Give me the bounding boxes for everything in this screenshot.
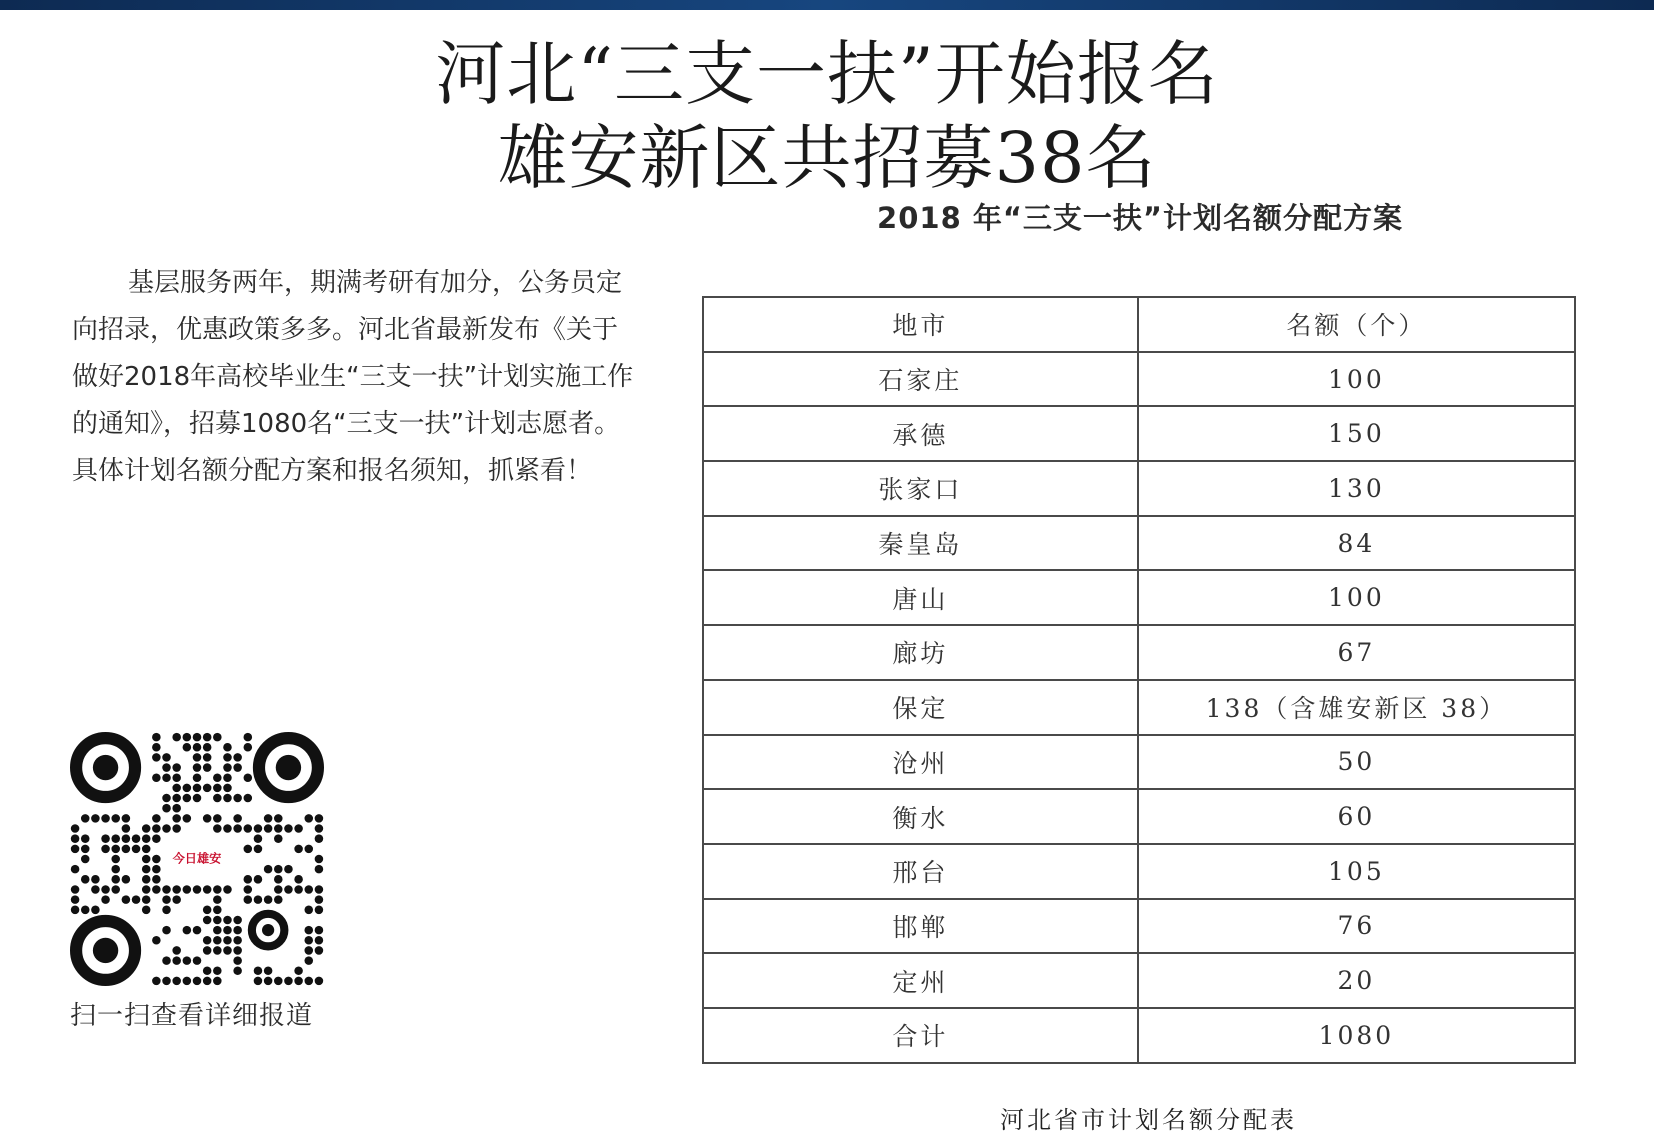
qr-alignment <box>252 914 285 947</box>
quota-cell: 20 <box>1138 953 1575 1008</box>
qr-module <box>71 824 80 833</box>
qr-module <box>152 814 161 823</box>
qr-module <box>203 753 212 762</box>
qr-module <box>162 804 171 813</box>
qr-module <box>193 956 202 965</box>
qr-module <box>122 845 131 854</box>
qr-module <box>152 977 161 986</box>
qr-module <box>111 885 120 894</box>
headline-line-1: 河北“三支一扶”开始报名 <box>435 33 1219 115</box>
qr-module <box>274 875 283 884</box>
qr-module <box>274 824 283 833</box>
qr-module <box>152 875 161 884</box>
qr-module <box>152 865 161 874</box>
table-row <box>703 953 1575 1008</box>
qr-module <box>162 753 171 762</box>
qr-module <box>304 956 313 965</box>
qr-module <box>122 875 131 884</box>
qr-finder-top-left <box>76 738 135 797</box>
table-row <box>703 406 1575 461</box>
qr-finder-bottom-left <box>76 921 135 980</box>
qr-module <box>162 956 171 965</box>
qr-module <box>152 885 161 894</box>
qr-module <box>254 966 263 975</box>
qr-module <box>284 824 293 833</box>
table-row <box>703 844 1575 899</box>
qr-module <box>142 845 151 854</box>
qr-module <box>183 885 192 894</box>
qr-module <box>142 906 151 915</box>
qr-module <box>304 845 313 854</box>
table-row <box>703 461 1575 516</box>
qr-module <box>91 906 100 915</box>
qr-module <box>183 956 192 965</box>
qr-module <box>315 834 324 843</box>
qr-module <box>223 763 232 772</box>
qr-module <box>223 926 232 935</box>
qr-module <box>152 733 161 742</box>
qr-module <box>315 865 324 874</box>
qr-module <box>233 753 242 762</box>
qr-module <box>183 784 192 793</box>
qr-module <box>91 875 100 884</box>
qr-module <box>152 753 161 762</box>
top-banner-band <box>0 0 1654 10</box>
qr-module <box>172 763 181 772</box>
qr-module <box>274 834 283 843</box>
qr-code[interactable] <box>70 732 324 986</box>
qr-module <box>101 895 110 904</box>
qr-module <box>203 936 212 945</box>
qr-module <box>315 895 324 904</box>
qr-module <box>274 895 283 904</box>
qr-module <box>315 814 324 823</box>
qr-module <box>223 743 232 752</box>
qr-module <box>304 926 313 935</box>
qr-module <box>172 814 181 823</box>
qr-module <box>213 824 222 833</box>
qr-module <box>315 906 324 915</box>
qr-module <box>203 763 212 772</box>
qr-module <box>111 875 120 884</box>
table-row <box>703 680 1575 735</box>
qr-module <box>244 875 253 884</box>
qr-module <box>203 906 212 915</box>
quota-cell: 150 <box>1138 406 1575 461</box>
qr-module <box>193 753 202 762</box>
qr-module <box>213 946 222 955</box>
qr-module <box>213 885 222 894</box>
header-quota: 名额（个） <box>1138 297 1575 352</box>
qr-module <box>315 946 324 955</box>
qr-module <box>71 845 80 854</box>
city-cell: 张家口 <box>703 461 1138 516</box>
qr-module <box>223 784 232 793</box>
qr-module <box>223 794 232 803</box>
qr-module <box>81 814 90 823</box>
qr-module <box>142 855 151 864</box>
qr-module <box>233 966 242 975</box>
headline-line-2: 雄安新区共招募38名 <box>497 117 1157 199</box>
qr-module <box>244 733 253 742</box>
quota-cell: 67 <box>1138 625 1575 680</box>
qr-module <box>233 936 242 945</box>
qr-module <box>162 773 171 782</box>
qr-module <box>152 824 161 833</box>
table-row <box>703 625 1575 680</box>
qr-module <box>254 824 263 833</box>
qr-module <box>213 916 222 925</box>
qr-module <box>101 814 110 823</box>
qr-module <box>183 977 192 986</box>
qr-module <box>294 845 303 854</box>
qr-module <box>81 906 90 915</box>
qr-module <box>142 834 151 843</box>
qr-module <box>111 855 120 864</box>
qr-module <box>101 845 110 854</box>
qr-module <box>142 885 151 894</box>
qr-module <box>264 824 273 833</box>
qr-module <box>142 865 151 874</box>
qr-module <box>152 834 161 843</box>
qr-module <box>213 977 222 986</box>
table-row <box>703 789 1575 844</box>
qr-module <box>81 834 90 843</box>
city-cell: 定州 <box>703 953 1138 1008</box>
qr-module <box>213 794 222 803</box>
qr-module <box>315 977 324 986</box>
qr-module <box>254 895 263 904</box>
qr-module <box>284 885 293 894</box>
qr-module <box>162 885 171 894</box>
qr-module <box>264 966 273 975</box>
qr-module <box>213 784 222 793</box>
qr-module <box>223 824 232 833</box>
qr-module <box>233 814 242 823</box>
qr-module <box>81 855 90 864</box>
qr-module <box>213 926 222 935</box>
qr-module <box>111 814 120 823</box>
city-cell: 廊坊 <box>703 625 1138 680</box>
table-row <box>703 570 1575 625</box>
qr-module <box>132 845 141 854</box>
qr-module <box>233 763 242 772</box>
qr-module <box>264 895 273 904</box>
qr-module <box>264 977 273 986</box>
qr-module <box>172 733 181 742</box>
qr-module <box>71 865 80 874</box>
qr-module <box>274 977 283 986</box>
quota-table <box>702 296 1576 1064</box>
qr-module <box>111 845 120 854</box>
qr-module <box>304 906 313 915</box>
total-label-cell: 合计 <box>703 1008 1138 1063</box>
qr-module <box>162 794 171 803</box>
qr-module <box>233 916 242 925</box>
qr-module <box>162 926 171 935</box>
qr-module <box>203 784 212 793</box>
qr-module <box>294 875 303 884</box>
table-caption: 河北省市计划名额分配表 <box>1000 1106 1297 1134</box>
qr-module <box>142 895 151 904</box>
qr-module <box>193 773 202 782</box>
qr-module <box>193 794 202 803</box>
qr-module <box>122 895 131 904</box>
qr-module <box>213 733 222 742</box>
qr-module <box>213 773 222 782</box>
qr-module <box>315 936 324 945</box>
qr-module <box>162 977 171 986</box>
qr-module <box>91 814 100 823</box>
qr-module <box>172 804 181 813</box>
qr-module <box>172 956 181 965</box>
qr-module <box>132 895 141 904</box>
qr-module <box>172 824 181 833</box>
qr-module <box>203 916 212 925</box>
qr-module <box>122 824 131 833</box>
table-total-row <box>703 1008 1575 1063</box>
qr-module <box>223 946 232 955</box>
qr-module <box>183 733 192 742</box>
qr-module <box>294 824 303 833</box>
qr-module <box>71 895 80 904</box>
qr-module <box>203 946 212 955</box>
intro-paragraph: 基层服务两年，期满考研有加分，公务员定向招录，优惠政策多多。河北省最新发布《关于做好2018年高校毕业生“三支一扶”计划实施工作的通知》，招募1080名“三支一扶”计划志愿者。具体计划名额分配方案和报名须知，抓紧看！ <box>72 268 634 486</box>
qr-module <box>111 834 120 843</box>
qr-module <box>304 977 313 986</box>
qr-module <box>203 743 212 752</box>
total-value-cell: 1080 <box>1138 1008 1575 1063</box>
qr-module <box>213 895 222 904</box>
qr-module <box>203 814 212 823</box>
qr-module <box>101 885 110 894</box>
header-city: 地市 <box>703 297 1138 352</box>
qr-module <box>244 743 253 752</box>
qr-module <box>152 773 161 782</box>
city-cell: 唐山 <box>703 570 1138 625</box>
qr-module <box>315 824 324 833</box>
qr-module <box>193 784 202 793</box>
qr-module <box>213 966 222 975</box>
qr-module <box>223 916 232 925</box>
qr-logo-text: 今日雄安 <box>172 851 222 866</box>
qr-caption: 扫一扫查看详细报道 <box>70 1001 314 1031</box>
qr-module <box>193 763 202 772</box>
qr-module <box>172 977 181 986</box>
qr-module <box>254 834 263 843</box>
qr-module <box>304 936 313 945</box>
qr-module <box>183 926 192 935</box>
qr-module <box>183 814 192 823</box>
city-cell: 石家庄 <box>703 352 1138 407</box>
qr-module <box>203 885 212 894</box>
qr-module <box>203 733 212 742</box>
qr-module <box>244 824 253 833</box>
qr-module <box>213 936 222 945</box>
qr-module <box>193 743 202 752</box>
qr-module <box>244 895 253 904</box>
quota-cell: 60 <box>1138 789 1575 844</box>
qr-module <box>183 743 192 752</box>
qr-module <box>172 794 181 803</box>
qr-module <box>213 906 222 915</box>
qr-module <box>213 814 222 823</box>
qr-module <box>294 885 303 894</box>
qr-module <box>244 773 253 782</box>
qr-module <box>162 895 171 904</box>
city-cell: 保定 <box>703 680 1138 735</box>
qr-module <box>284 977 293 986</box>
city-cell: 秦皇岛 <box>703 516 1138 571</box>
qr-module <box>294 966 303 975</box>
qr-module <box>284 865 293 874</box>
qr-module <box>172 946 181 955</box>
city-cell: 邢台 <box>703 844 1138 899</box>
city-cell: 沧州 <box>703 735 1138 790</box>
qr-module <box>152 936 161 945</box>
table-row <box>703 735 1575 790</box>
quota-cell: 105 <box>1138 844 1575 899</box>
qr-module <box>223 753 232 762</box>
quota-cell: 84 <box>1138 516 1575 571</box>
qr-module <box>223 885 232 894</box>
qr-module <box>304 885 313 894</box>
qr-module <box>254 875 263 884</box>
qr-module <box>315 855 324 864</box>
qr-module <box>132 834 141 843</box>
qr-module <box>172 773 181 782</box>
qr-module <box>193 733 202 742</box>
qr-module <box>244 885 253 894</box>
quota-cell: 130 <box>1138 461 1575 516</box>
qr-module <box>233 794 242 803</box>
qr-module <box>233 946 242 955</box>
qr-module <box>91 885 100 894</box>
qr-module <box>162 763 171 772</box>
table-row <box>703 516 1575 571</box>
table-header-row <box>703 297 1575 352</box>
qr-module <box>244 845 253 854</box>
qr-module <box>203 966 212 975</box>
qr-module <box>223 936 232 945</box>
qr-module <box>203 977 212 986</box>
table-title: 2018 年“三支一扶”计划名额分配方案 <box>877 201 1403 235</box>
qr-module <box>254 845 263 854</box>
qr-module <box>172 885 181 894</box>
qr-module <box>193 977 202 986</box>
qr-module <box>233 926 242 935</box>
qr-module <box>274 885 283 894</box>
table-row <box>703 352 1575 407</box>
quota-cell: 138（含雄安新区 38） <box>1138 680 1575 735</box>
qr-module <box>142 875 151 884</box>
qr-module <box>304 946 313 955</box>
qr-module <box>244 794 253 803</box>
qr-module <box>142 824 151 833</box>
qr-module <box>233 824 242 833</box>
quota-cell: 76 <box>1138 899 1575 954</box>
quota-cell: 50 <box>1138 735 1575 790</box>
qr-module <box>193 885 202 894</box>
city-cell: 邯郸 <box>703 899 1138 954</box>
qr-module <box>315 885 324 894</box>
qr-module <box>122 814 131 823</box>
qr-module <box>122 834 131 843</box>
qr-module <box>183 794 192 803</box>
qr-module <box>152 743 161 752</box>
qr-module <box>81 875 90 884</box>
qr-module <box>223 773 232 782</box>
qr-module <box>264 814 273 823</box>
qr-module <box>162 906 171 915</box>
qr-module <box>233 956 242 965</box>
qr-module <box>71 834 80 843</box>
qr-module <box>81 845 90 854</box>
city-cell: 衡水 <box>703 789 1138 844</box>
qr-module <box>193 926 202 935</box>
quota-cell: 100 <box>1138 352 1575 407</box>
qr-finder-top-right <box>259 738 318 797</box>
qr-module <box>152 855 161 864</box>
qr-module <box>172 895 181 904</box>
quota-cell: 100 <box>1138 570 1575 625</box>
qr-module <box>111 865 120 874</box>
qr-module <box>274 865 283 874</box>
qr-module <box>254 977 263 986</box>
city-cell: 承德 <box>703 406 1138 461</box>
table-row <box>703 899 1575 954</box>
qr-module <box>315 926 324 935</box>
qr-module <box>71 906 80 915</box>
qr-module <box>304 814 313 823</box>
qr-module <box>294 977 303 986</box>
qr-module <box>101 834 110 843</box>
qr-module <box>264 865 273 874</box>
qr-module <box>162 824 171 833</box>
qr-module <box>172 784 181 793</box>
qr-module <box>274 814 283 823</box>
qr-module <box>71 885 80 894</box>
